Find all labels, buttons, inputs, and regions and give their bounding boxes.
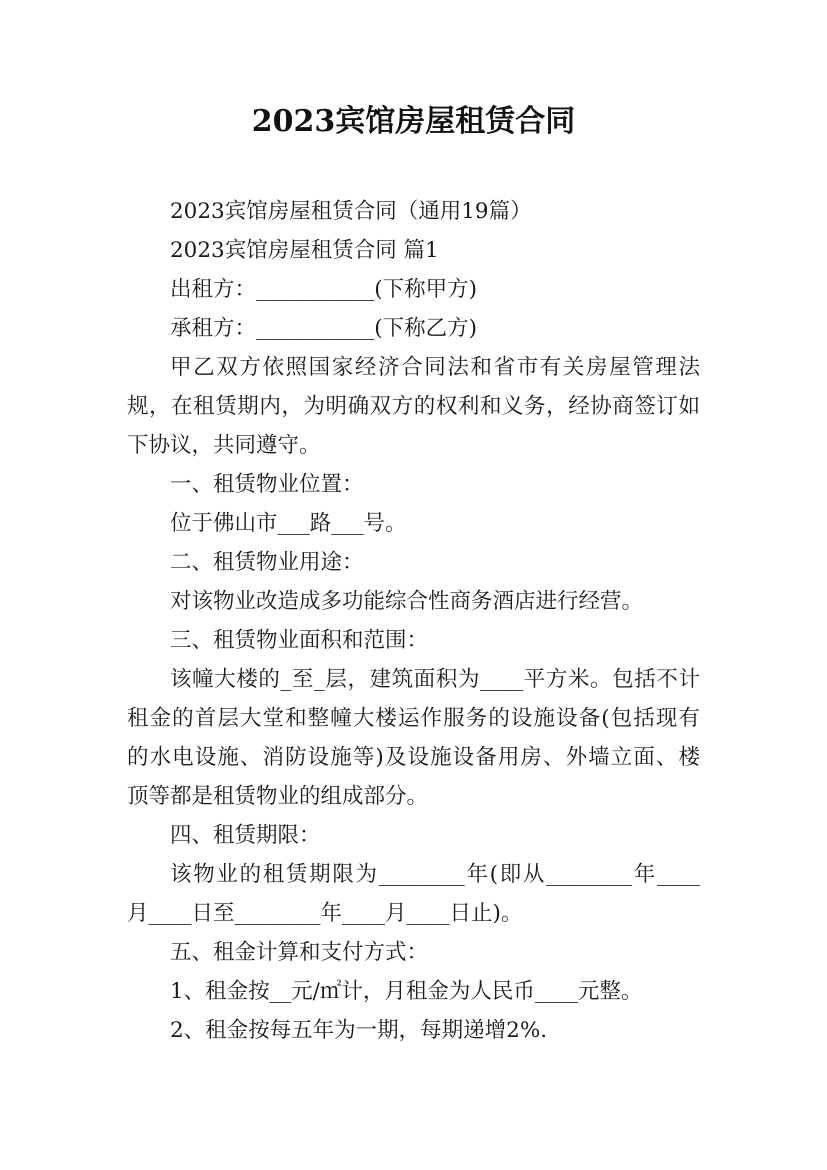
paragraph-line: 该物业的租赁期限为________年(即从________年____ <box>170 862 700 887</box>
paragraph-clause-heading-1 <box>127 465 700 504</box>
paragraph-line: 二、租赁物业用途： <box>170 550 364 575</box>
paragraph-subtitle <box>127 192 700 231</box>
paragraph-line: 出租方：___________(下称甲方) <box>170 277 478 302</box>
paragraph-line: 2、租金按每五年为一期，每期递增2%. <box>170 1018 548 1043</box>
paragraph-line: 规，在租赁期内，为明确双方的权利和义务，经协商签订如 <box>127 394 700 419</box>
paragraph-clause-heading-5 <box>127 933 700 972</box>
paragraph-line: 2023宾馆房屋租赁合同 篇1 <box>170 238 439 263</box>
paragraph-line: 甲乙双方依照国家经济合同法和省市有关房屋管理法 <box>170 355 700 380</box>
paragraph-lease-term <box>127 855 700 933</box>
document-body <box>127 192 700 1050</box>
paragraph-line: 1、租金按__元/㎡计，月租金为人民币____元整。 <box>170 979 643 1004</box>
paragraph-line: 五、租金计算和支付方式： <box>170 940 429 965</box>
paragraph-line: 对该物业改造成多功能综合性商务酒店进行经营。 <box>170 589 644 614</box>
paragraph-rent-increase <box>127 1011 700 1050</box>
paragraph-line: 三、租赁物业面积和范围： <box>170 628 429 653</box>
paragraph-line: 月____日至________年____月____日止)。 <box>127 901 523 926</box>
paragraph-clause-heading-3 <box>127 621 700 660</box>
paragraph-area-scope <box>127 660 700 816</box>
paragraph-usage <box>127 582 700 621</box>
paragraph-line: 顶等都是租赁物业的组成部分。 <box>127 784 429 809</box>
paragraph-clause-heading-2 <box>127 543 700 582</box>
paragraph-line: 一、租赁物业位置： <box>170 472 364 497</box>
document-title: 2023宾馆房屋租赁合同 <box>251 104 576 139</box>
paragraph-preamble <box>127 348 700 465</box>
paragraph-location <box>127 504 700 543</box>
paragraph-section-heading <box>127 231 700 270</box>
paragraph-lessor <box>127 270 700 309</box>
paragraph-rent-rate <box>127 972 700 1011</box>
paragraph-clause-heading-4 <box>127 816 700 855</box>
paragraph-lessee <box>127 309 700 348</box>
paragraph-line: 四、租赁期限： <box>170 823 321 848</box>
paragraph-line: 下协议，共同遵守。 <box>127 433 321 458</box>
paragraph-line: 该幢大楼的_至_层，建筑面积为____平方米。包括不计 <box>170 667 700 692</box>
paragraph-line: 2023宾馆房屋租赁合同（通用19篇） <box>170 199 532 224</box>
paragraph-line: 承租方：___________(下称乙方) <box>170 316 478 341</box>
paragraph-line: 位于佛山市___路___号。 <box>170 511 407 536</box>
paragraph-line: 的水电设施、消防设施等)及设施设备用房、外墙立面、楼 <box>127 745 700 770</box>
paragraph-line: 租金的首层大堂和整幢大楼运作服务的设施设备(包括现有 <box>127 706 700 731</box>
